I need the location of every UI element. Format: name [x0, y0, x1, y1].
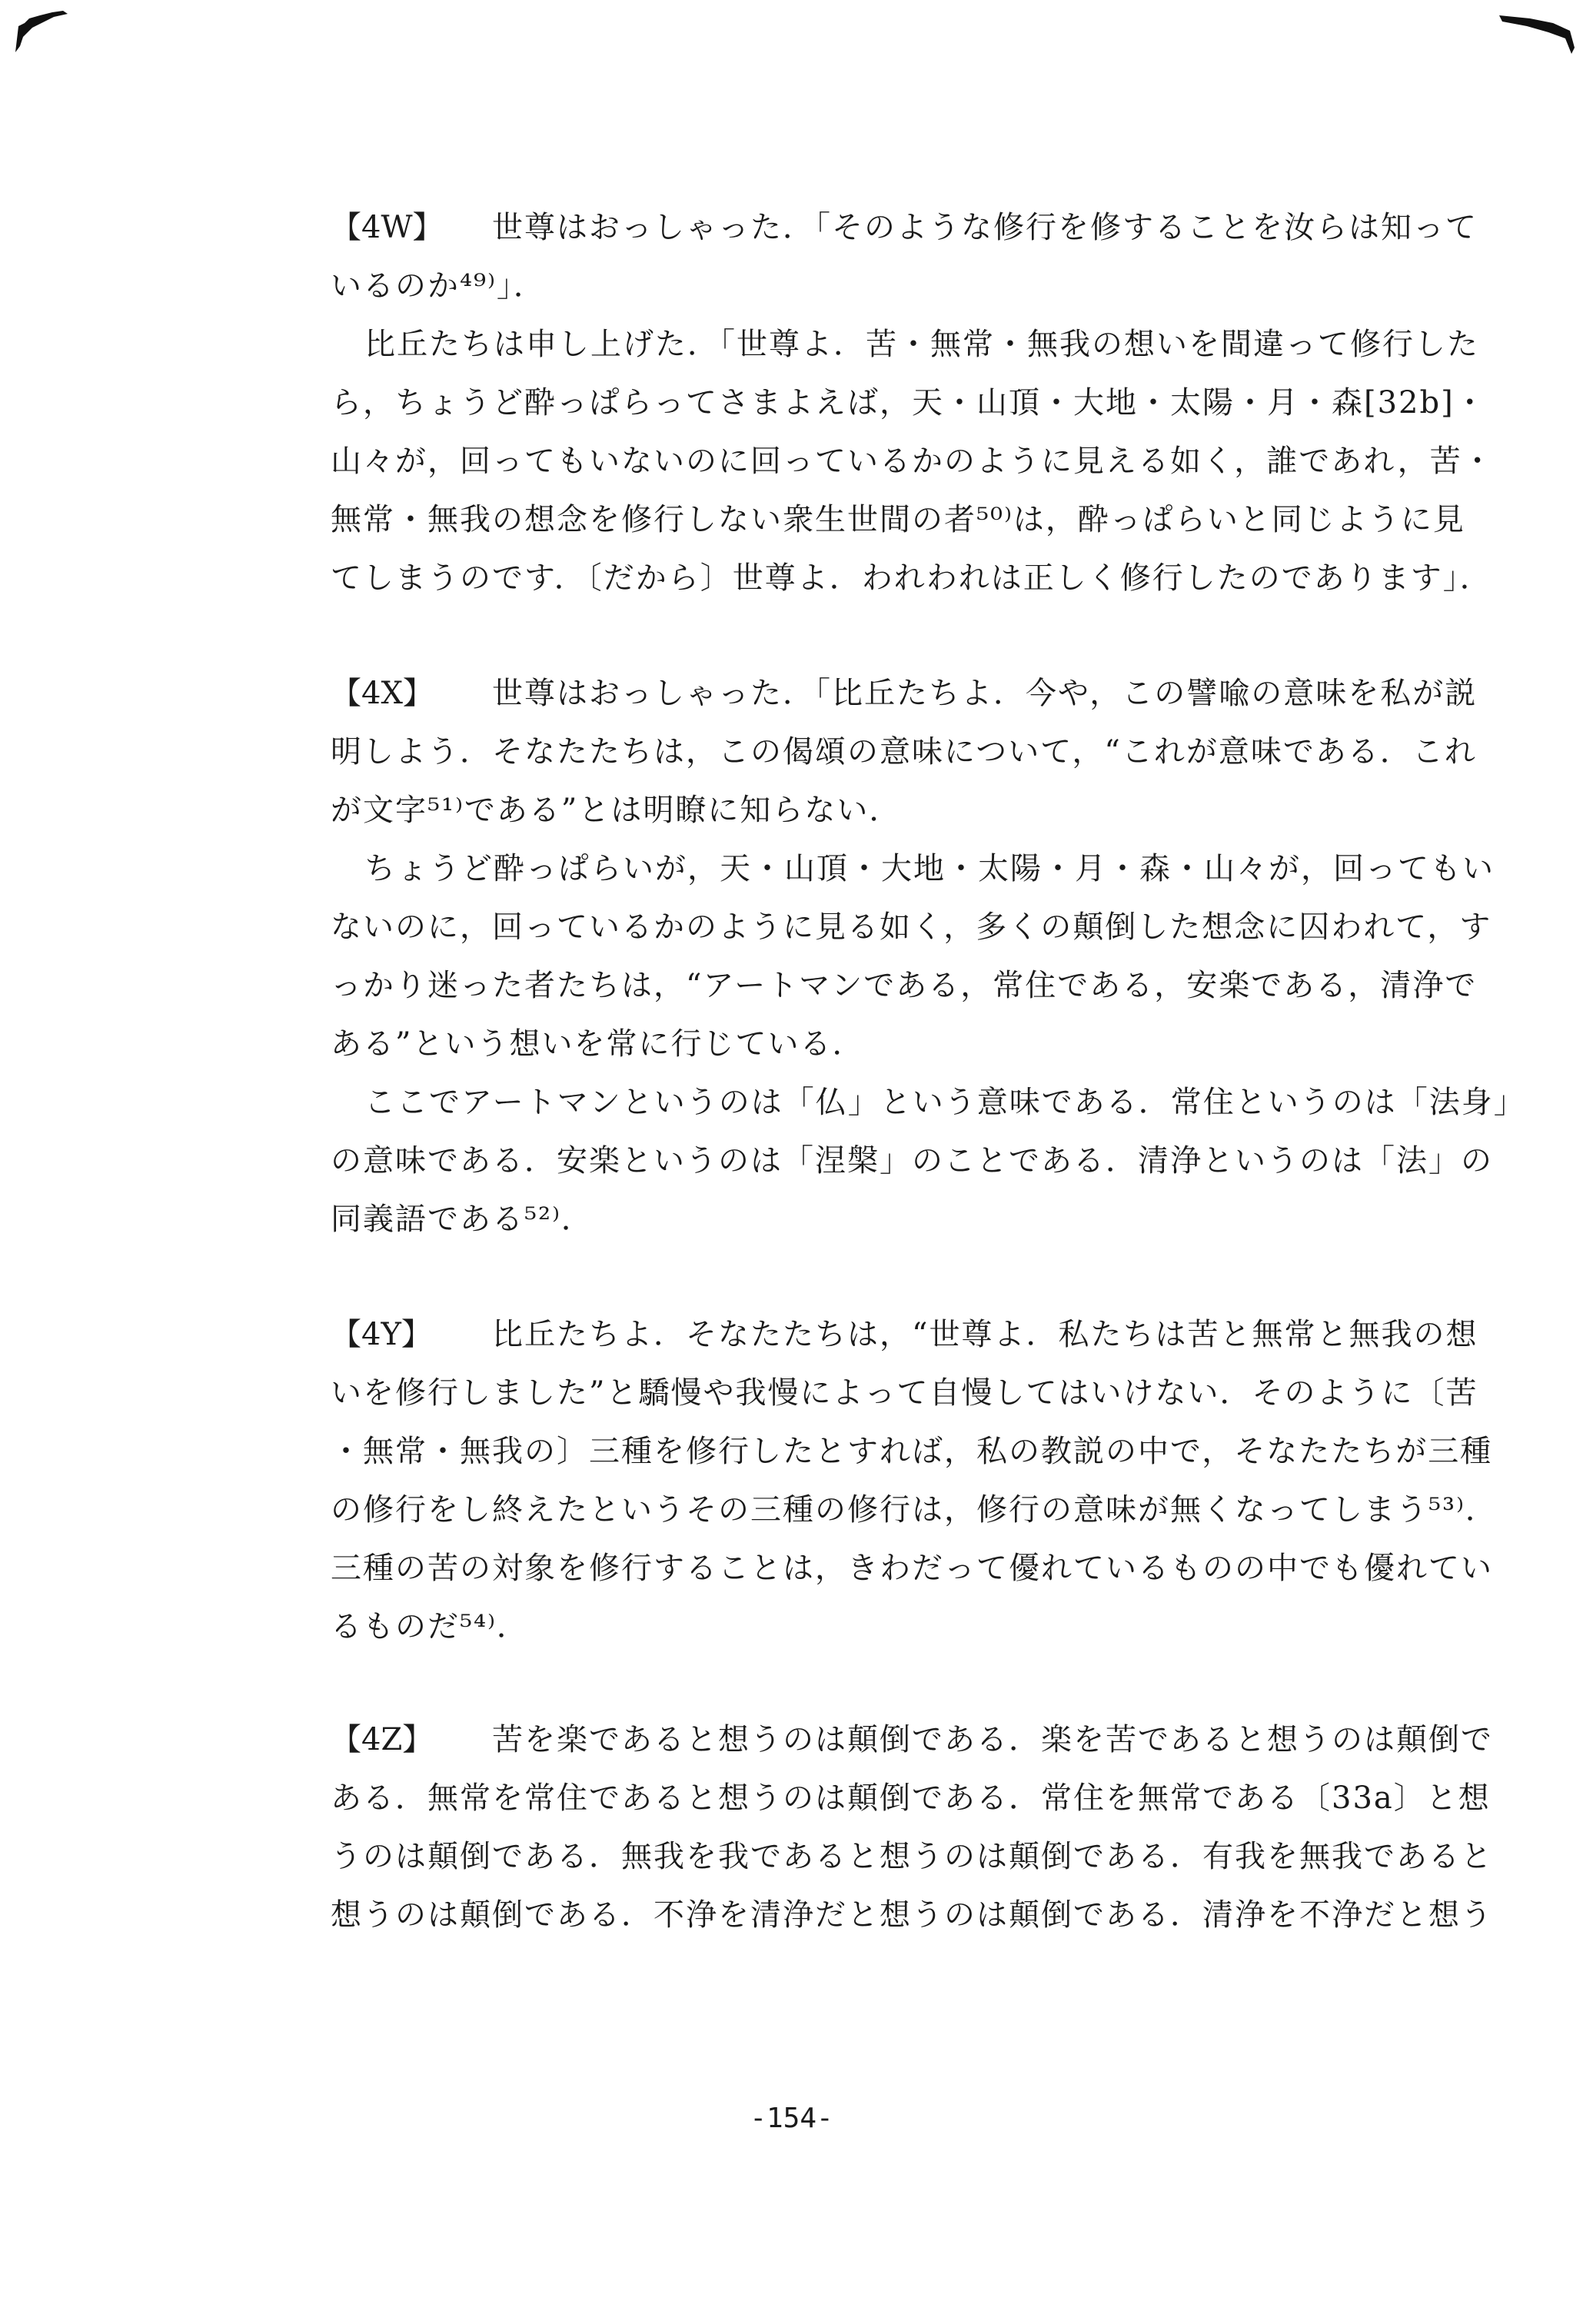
text-line: 同義語である⁵²⁾． [331, 1202, 594, 1237]
section-label: 【4X】 [331, 676, 434, 711]
text-line: 【4W】 世尊はおっしゃった．「そのような修行を修することを汝らは知って [331, 198, 1515, 257]
text-line: 【4Y】 比丘たちよ．そなたたちは，“世尊よ．私たちは苦と無常と無我の想 [331, 1305, 1515, 1364]
text-line: の修行をし終えたというその三種の修行は，修行の意味が無くなってしまう⁵³⁾． [331, 1492, 1498, 1528]
text-line: ないのに，回っているかのように見る如く，多くの顛倒した想念に囚われて，す [331, 909, 1492, 945]
text-line: ・無常・無我の〕三種を修行したとすれば，私の教説の中で，そなたたちが三種 [331, 1434, 1493, 1469]
text-line: ここでアートマンというのは「仏」という意味である．常住というのは「法身」 [364, 1085, 1526, 1120]
text-line: 【4Z】 苦を楽であると想うのは顛倒である．楽を苦であると想うのは顛倒で [331, 1711, 1515, 1769]
text-line: 山々が，回ってもいないのに回っているかのように見える如く，誰であれ，苦・ [331, 444, 1495, 479]
section-4y [331, 1305, 1515, 1656]
section-4w [331, 198, 1515, 607]
text-line: るものだ⁵⁴⁾． [331, 1609, 529, 1644]
text-line: てしまうのです．〔だから〕世尊よ．われわれは正しく修行したのであります」． [331, 560, 1492, 596]
text-line: っかり迷った者たちは，“アートマンである，常住である，安楽である，清浄で [331, 968, 1478, 1003]
text-line: ら，ちょうど酔っぱらってさまよえば，天・山頂・大地・太陽・月・森[32b]・ [331, 385, 1487, 421]
text-line: 明しよう．そなたたちは，この偈頌の意味について，“これが意味である．これ [331, 734, 1477, 770]
text-line: うのは顛倒である．無我を我であると想うのは顛倒である．有我を無我であると [331, 1839, 1493, 1874]
page-number: -154- [750, 2103, 833, 2134]
text-line: 想うのは顛倒である．不浄を清浄だと想うのは顛倒である．清浄を不浄だと想う [331, 1897, 1493, 1933]
text-line: ある．無常を常住であると想うのは顛倒である．常住を無常である〔33a〕と想 [331, 1780, 1491, 1816]
scan-corner-mark-left [14, 8, 91, 54]
text-line: 無常・無我の想念を修行しない衆生世間の者⁵⁰⁾は，酔っぱらいと同じように見 [331, 502, 1465, 537]
section-label: 【4W】 [331, 210, 444, 245]
section-label: 【4Y】 [331, 1317, 432, 1352]
text-line: ある”という想いを常に行じている． [331, 1026, 865, 1062]
section-4x [331, 664, 1526, 1248]
text-line: 【4X】 世尊はおっしゃった．「比丘たちよ．今や，この譬喩の意味を私が説 [331, 664, 1515, 723]
text-line: が文字⁵¹⁾である”とは明瞭に知らない． [331, 793, 902, 828]
section-4z [331, 1711, 1515, 1944]
text-line: 三種の苦の対象を修行することは，きわだって優れているものの中でも優れてい [331, 1551, 1493, 1586]
text-line: いを修行しました”と驕慢や我慢によって自慢してはいけない．そのように〔苦 [331, 1375, 1478, 1411]
text-line: 比丘たちは申し上げた．「世尊よ．苦・無常・無我の想いを間違って修行した [364, 327, 1479, 362]
text-line: いるのか⁴⁹⁾」． [331, 268, 546, 304]
scan-corner-mark-right [1499, 11, 1576, 57]
section-label: 【4Z】 [331, 1722, 434, 1757]
text-line: の意味である．安楽というのは「涅槃」のことである．清浄というのは「法」の [331, 1143, 1493, 1179]
text-line: ちょうど酔っぱらいが，天・山頂・大地・太陽・月・森・山々が，回ってもい [364, 851, 1495, 886]
